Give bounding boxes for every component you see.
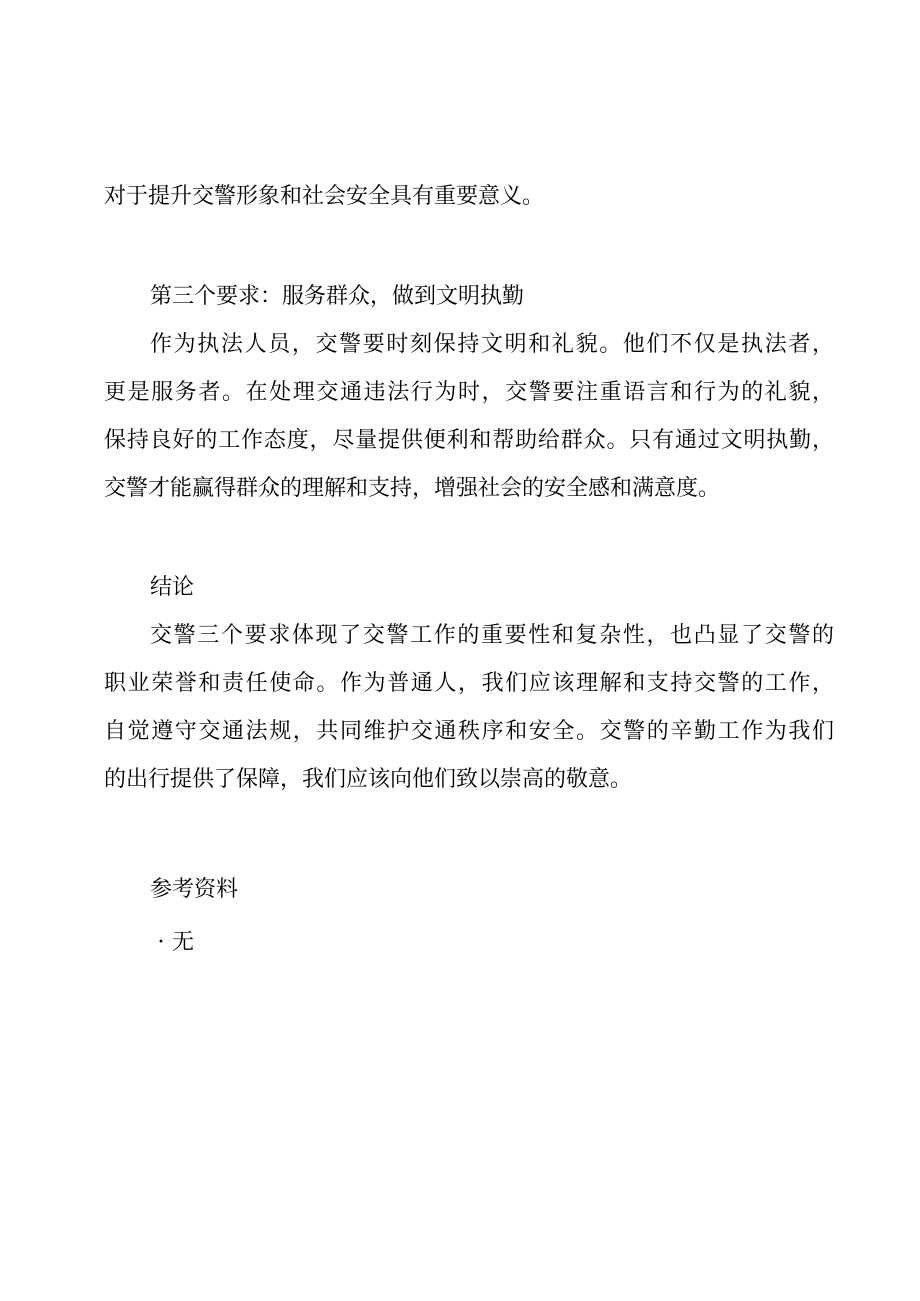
section3-paragraph-line: 保持良好的工作态度，尽量提供便利和帮助给群众。只有通过文明执勤， xyxy=(104,428,834,453)
section3-paragraph-line: 更是服务者。在处理交通违法行为时，交警要注重语言和行为的礼貌， xyxy=(104,380,834,405)
bullet-icon: · xyxy=(157,930,165,955)
section3-paragraph-line: 交警才能赢得群众的理解和支持，增强社会的安全感和满意度。 xyxy=(104,476,721,501)
conclusion-paragraph-line: 自觉遵守交通法规，共同维护交通秩序和安全。交警的辛勤工作为我们 xyxy=(104,719,834,744)
section3-heading: 第三个要求：服务群众，做到文明执勤 xyxy=(150,284,525,309)
conclusion-heading: 结论 xyxy=(150,575,195,600)
reference-list-item xyxy=(150,927,194,959)
section3-paragraph-line: 作为执法人员，交警要时刻保持文明和礼貌。他们不仅是执法者， xyxy=(150,332,834,357)
conclusion-paragraph-line: 职业荣誉和责任使命。作为普通人，我们应该理解和支持交警的工作， xyxy=(104,671,834,696)
intro-paragraph-line: 对于提升交警形象和社会安全具有重要意义。 xyxy=(104,184,545,209)
references-heading: 参考资料 xyxy=(150,877,239,902)
conclusion-paragraph-line: 交警三个要求体现了交警工作的重要性和复杂性，也凸显了交警的 xyxy=(150,623,834,648)
reference-item-text: 无 xyxy=(172,930,195,955)
conclusion-paragraph-line: 的出行提供了保障，我们应该向他们致以崇高的敬意。 xyxy=(104,767,633,792)
